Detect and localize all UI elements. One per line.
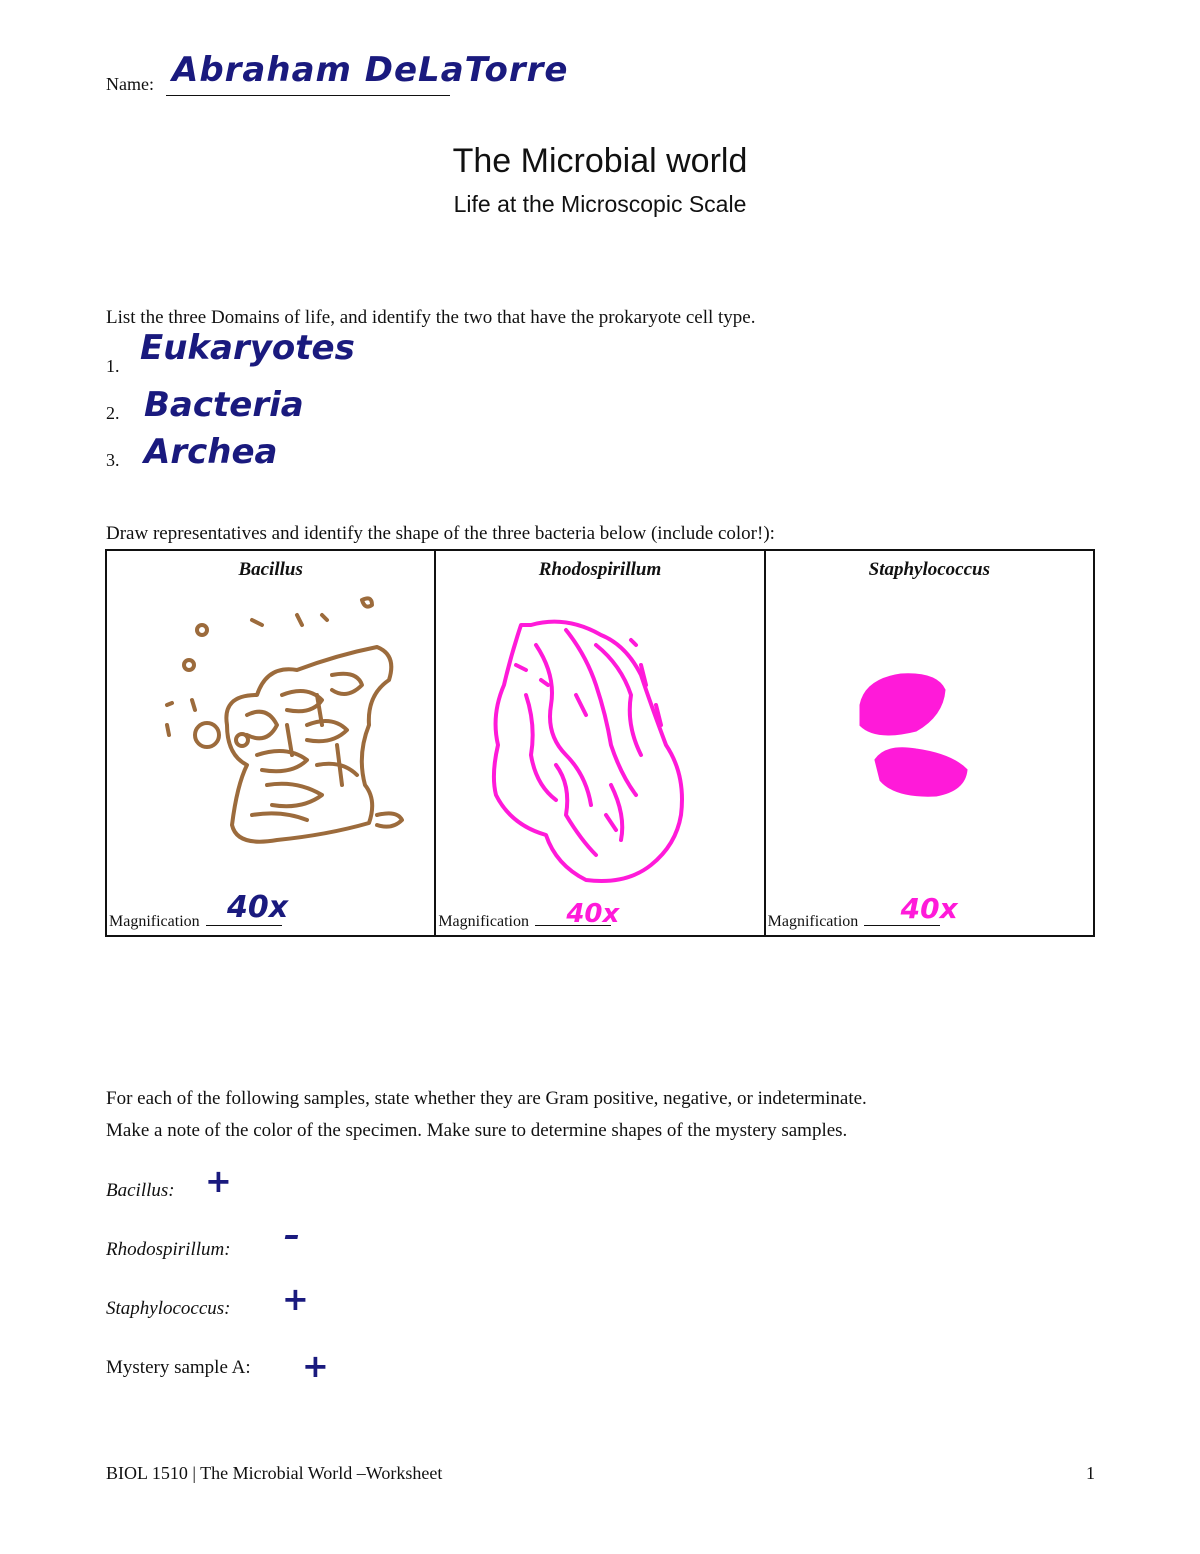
bacillus-magnification xyxy=(109,913,282,931)
rhodospirillum-magnification-line[interactable] xyxy=(535,925,611,926)
gram-label-mystery-a: Mystery sample A: xyxy=(106,1357,251,1378)
staphylococcus-title: Staphylococcus xyxy=(868,559,991,580)
gram-label-staphylococcus: Staphylococcus: xyxy=(106,1298,231,1319)
staphylococcus-magnification-value: 40x xyxy=(900,892,958,925)
bacteria-drawing-table xyxy=(105,549,1095,937)
bacillus-title: Bacillus xyxy=(238,559,303,580)
page-subtitle: Life at the Microscopic Scale xyxy=(453,191,747,217)
name-handwritten-value: Abraham DeLaTorre xyxy=(172,50,569,90)
staphylococcus-magnification-label: Magnification xyxy=(767,913,859,930)
gram-answer-rhodospirillum: – xyxy=(284,1216,300,1254)
bacillus-cell[interactable] xyxy=(106,550,435,936)
gram-answer-bacillus: + xyxy=(205,1162,232,1200)
staphylococcus-drawing xyxy=(766,585,1093,885)
name-field-line[interactable] xyxy=(166,95,450,96)
drawing-question: Draw representatives and identify the shape of the three bacteria below (include color!): xyxy=(106,523,775,544)
domain-answer-1: Eukaryotes xyxy=(140,328,355,368)
gram-question-line-1: For each of the following samples, state whether they are Gram positive, negative, or indeterminate. xyxy=(106,1088,867,1109)
gram-question-line-2: Make a note of the color of the specimen. Make sure to determine shapes of the mystery samples. xyxy=(106,1120,848,1141)
footer-text: BIOL 1510 | The Microbial World –Worksheet xyxy=(106,1463,443,1483)
domains-question: List the three Domains of life, and identify the two that have the prokaryote cell type. xyxy=(106,307,756,328)
gram-label-rhodospirillum: Rhodospirillum: xyxy=(106,1239,231,1260)
name-label: Name: xyxy=(106,74,154,94)
domain-answer-2: Bacteria xyxy=(144,385,304,425)
rhodospirillum-magnification-label: Magnification xyxy=(438,913,529,930)
staphylococcus-magnification xyxy=(768,913,941,931)
page-title: The Microbial world xyxy=(452,142,748,180)
bacillus-magnification-value: 40x xyxy=(227,890,289,925)
gram-answer-mystery-a: + xyxy=(302,1347,329,1385)
rhodospirillum-title: Rhodospirillum xyxy=(538,559,662,580)
rhodospirillum-cell[interactable] xyxy=(435,550,764,936)
domain-answer-3: Archea xyxy=(144,432,278,472)
rhodospirillum-magnification xyxy=(438,913,611,931)
page-number: 1 xyxy=(1086,1463,1095,1483)
domain-number-1: 1. xyxy=(106,356,120,376)
bacillus-magnification-line[interactable] xyxy=(206,925,282,926)
staphylococcus-magnification-line[interactable] xyxy=(864,925,940,926)
bacillus-drawing xyxy=(107,585,434,885)
rhodospirillum-drawing xyxy=(436,585,763,895)
staphylococcus-cell[interactable] xyxy=(765,550,1094,936)
rhodospirillum-magnification-value: 40x xyxy=(566,899,620,929)
gram-label-bacillus: Bacillus: xyxy=(106,1180,175,1201)
domain-number-2: 2. xyxy=(106,403,120,423)
domain-number-3: 3. xyxy=(106,450,120,470)
bacillus-magnification-label: Magnification xyxy=(109,913,200,930)
gram-answer-staphylococcus: + xyxy=(282,1280,309,1318)
